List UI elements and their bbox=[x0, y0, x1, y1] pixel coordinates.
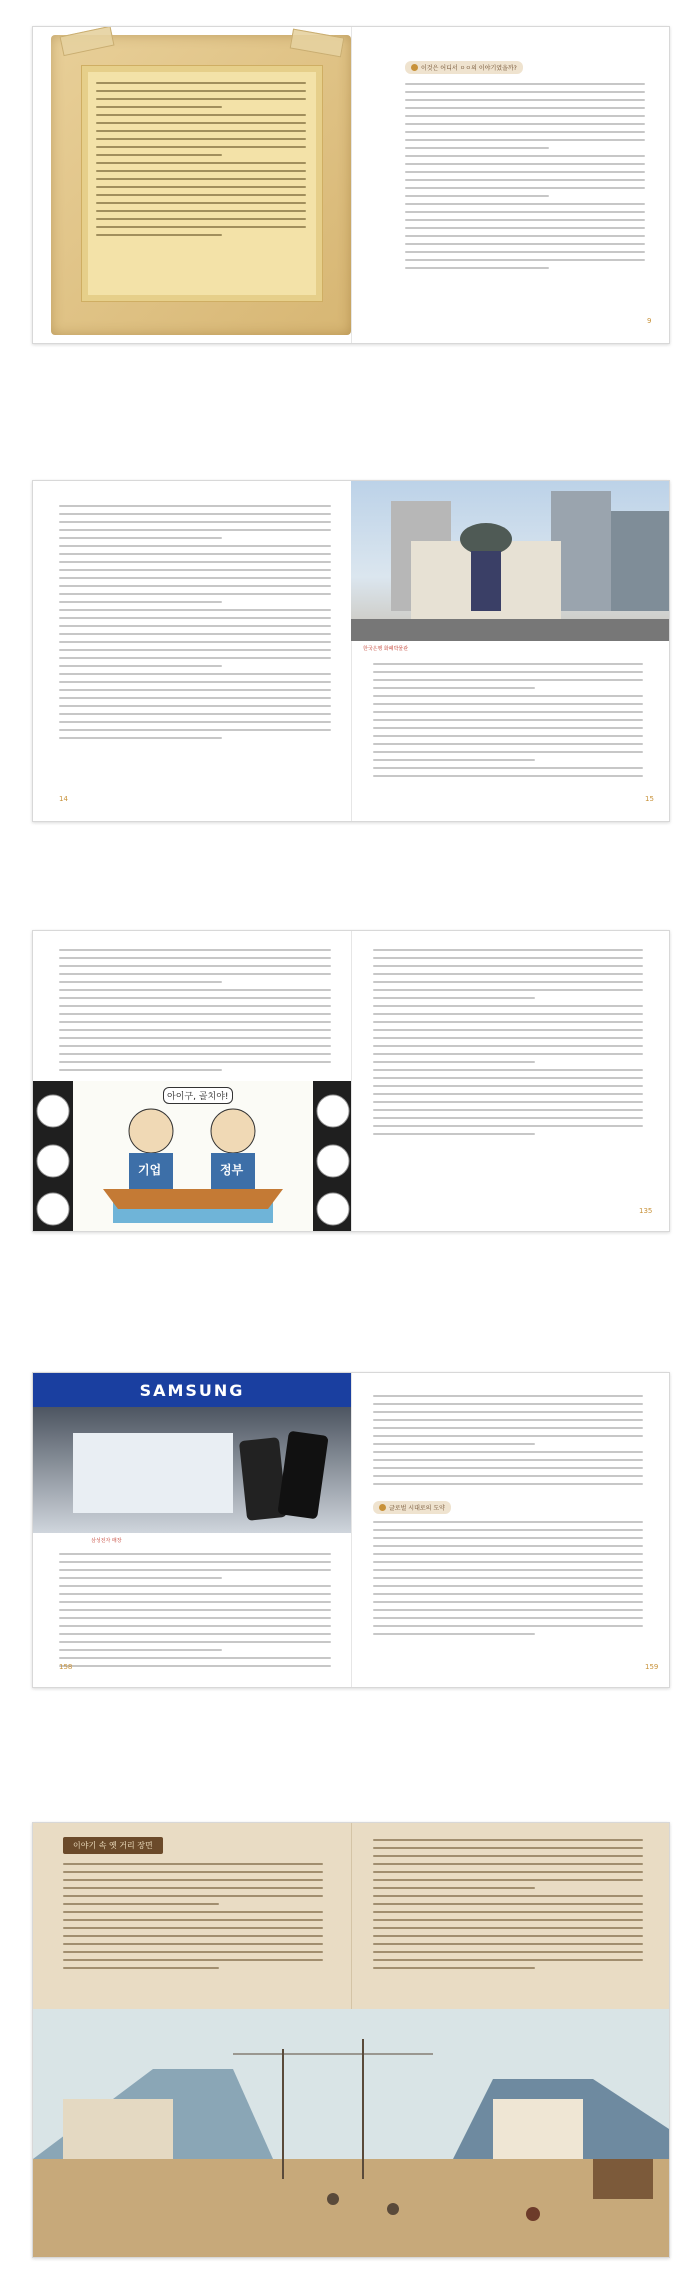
book-spread-4 bbox=[32, 1372, 670, 1688]
street-scene-illustration bbox=[33, 2009, 669, 2257]
bullet-icon bbox=[411, 64, 418, 71]
book-spread-5 bbox=[32, 1822, 670, 2258]
memo-text-lines bbox=[96, 82, 306, 242]
body-text-lines bbox=[405, 83, 645, 275]
cartoon-illustration bbox=[33, 1081, 351, 1231]
section-heading: 이것은 어디서 ㅇㅇ의 이야기였을까? bbox=[405, 61, 523, 74]
photo-caption: 한국은행 화폐박물관 bbox=[363, 646, 409, 652]
story-tag: 이야기 속 옛 거리 장면 bbox=[63, 1837, 163, 1854]
body-text-lines bbox=[373, 949, 643, 1141]
page-number: 135 bbox=[639, 1207, 653, 1215]
book-spread-2 bbox=[32, 480, 670, 822]
tape-decoration bbox=[59, 26, 114, 56]
phone-image bbox=[277, 1431, 328, 1520]
body-text-lines bbox=[59, 1553, 331, 1673]
cartoon-label-government: 정부 bbox=[220, 1163, 244, 1177]
section-heading: 글로벌 시대로의 도약 bbox=[373, 1501, 451, 1514]
book-spread-1 bbox=[32, 26, 670, 344]
page-number: 159 bbox=[645, 1663, 659, 1671]
tape-decoration bbox=[290, 29, 345, 58]
body-text-lines bbox=[373, 1395, 643, 1491]
body-text-lines bbox=[63, 1863, 323, 1975]
memo-paper-illustration bbox=[51, 35, 351, 335]
cartoon-label-business: 기업 bbox=[138, 1163, 162, 1177]
bank-building-photo bbox=[351, 481, 669, 641]
samsung-store-photo bbox=[33, 1373, 351, 1533]
body-text-lines bbox=[373, 1839, 643, 1975]
body-text-lines bbox=[373, 663, 643, 783]
page-number: 15 bbox=[645, 795, 654, 803]
page-number: 14 bbox=[59, 795, 68, 803]
memo-note bbox=[81, 65, 323, 302]
photo-caption: 삼성전자 매장 bbox=[91, 1538, 122, 1544]
book-spread-3 bbox=[32, 930, 670, 1232]
body-text-lines bbox=[59, 949, 331, 1077]
page-number: 9 bbox=[647, 317, 652, 325]
bullet-icon bbox=[379, 1504, 386, 1511]
speech-bubble: 아이구, 골치야! bbox=[163, 1087, 233, 1104]
body-text-lines bbox=[373, 1521, 643, 1641]
body-text-lines bbox=[59, 505, 331, 745]
store-sign: SAMSUNG bbox=[139, 1381, 245, 1400]
page-number: 158 bbox=[59, 1663, 73, 1671]
